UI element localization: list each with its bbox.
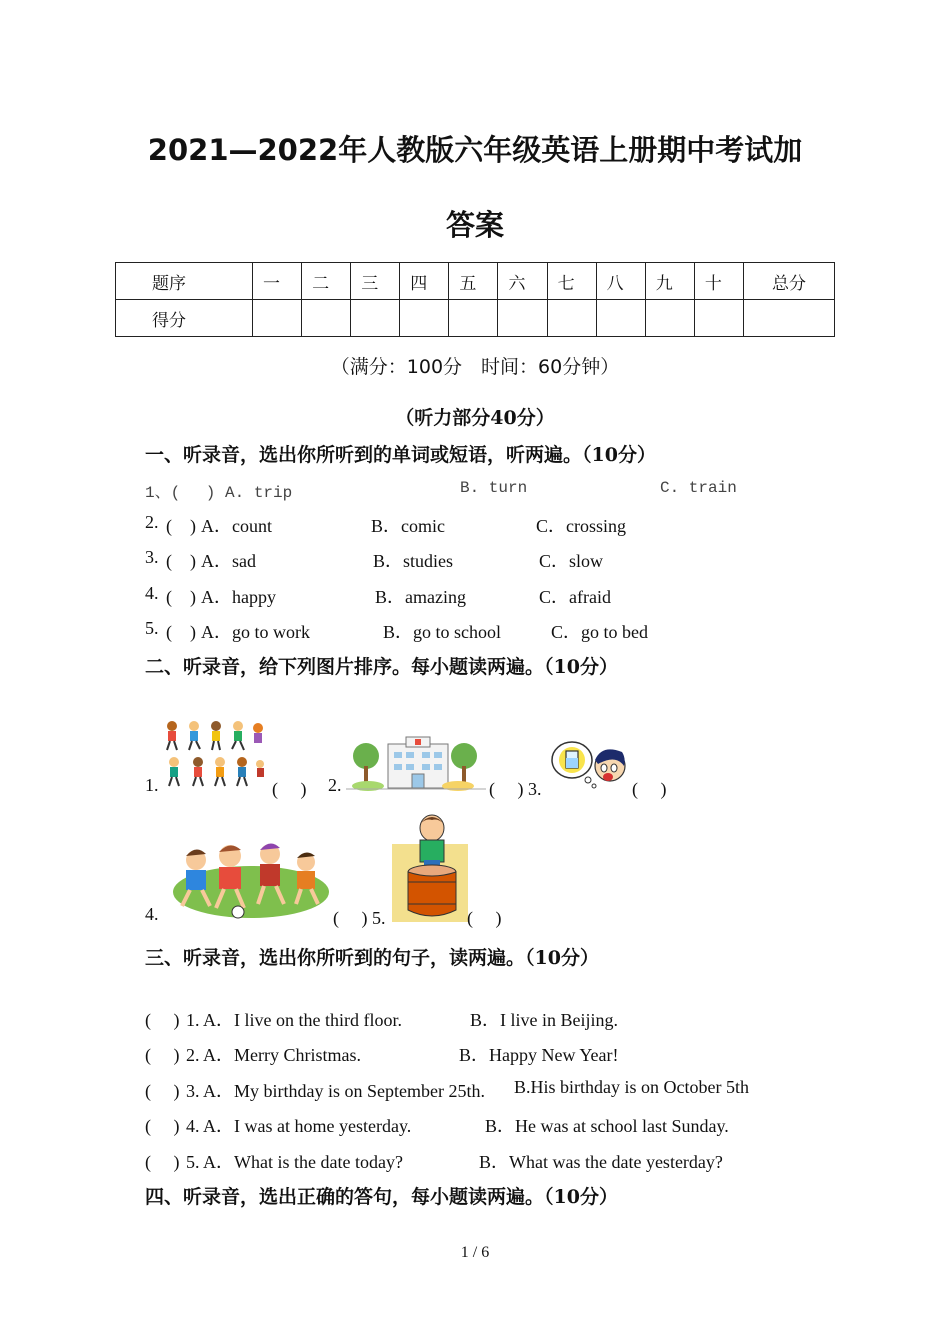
s1-q4-option-b: B．amazing xyxy=(375,587,466,607)
s1-q5-option-b: B．go to school xyxy=(383,622,502,642)
answer-blank[interactable]: ( ) xyxy=(145,1116,180,1136)
score-input-cell[interactable] xyxy=(400,300,449,337)
score-table-header-row xyxy=(116,263,835,300)
score-header-cell: 三 xyxy=(351,263,400,300)
score-header-cell: 十 xyxy=(694,263,743,300)
score-header-cell: 六 xyxy=(498,263,547,300)
score-header-cell: 一 xyxy=(253,263,302,300)
score-row-label: 得分 xyxy=(116,300,253,337)
s1-q4-number: 4. xyxy=(145,583,159,603)
answer-blank[interactable]: ( ) xyxy=(166,622,196,642)
answer-blank[interactable]: ( ) xyxy=(145,1152,180,1172)
s1-q5-option-a: A．go to work xyxy=(201,622,310,642)
score-table-score-row xyxy=(116,300,835,337)
page-number: 1 / 6 xyxy=(460,1244,490,1261)
s1-q4-option-c: C．afraid xyxy=(539,587,611,607)
s3-q3-option-b: B.His birthday is on October 5th xyxy=(514,1077,749,1097)
score-header-cell: 八 xyxy=(596,263,645,300)
answer-blank[interactable]: ( ) xyxy=(145,1081,180,1101)
thirsty-boy-icon xyxy=(550,738,628,790)
score-input-cell[interactable] xyxy=(645,300,694,337)
score-header-cell: 五 xyxy=(449,263,498,300)
page-title-line-2: 答案 xyxy=(445,208,504,242)
s3-q2-option-a: 2. A．Merry Christmas. xyxy=(186,1045,361,1065)
kids-dancing-icon xyxy=(162,718,268,790)
s1-q3-option-b: B．studies xyxy=(373,551,454,571)
s1-q3-option-a: A．sad xyxy=(201,551,256,571)
score-header-cell: 九 xyxy=(645,263,694,300)
s1-q1-option-b: B. turn xyxy=(460,479,528,497)
s3-q1-option-a: 1. A．I live on the third floor. xyxy=(186,1010,402,1030)
s2-picture-2-number: 2. xyxy=(328,775,342,795)
answer-blank[interactable]: ( ) xyxy=(166,551,196,571)
score-input-cell[interactable] xyxy=(547,300,596,337)
s3-q1-option-b: B．I live in Beijing. xyxy=(470,1010,618,1030)
s3-q5-option-b: B．What was the date yesterday? xyxy=(479,1152,723,1172)
score-header-cell: 题序 xyxy=(116,263,253,300)
score-input-cell[interactable] xyxy=(302,300,351,337)
section-4-heading: 四、听录音，选出正确的答句，每小题读两遍。（10分） xyxy=(145,1186,618,1208)
section-1-heading: 一、听录音，选出你所听到的单词或短语，听两遍。（10分） xyxy=(145,444,656,466)
s3-q2-option-b: B．Happy New Year! xyxy=(459,1045,619,1065)
s3-q3-option-a: 3. A．My birthday is on September 25th. xyxy=(186,1081,485,1101)
s1-q2-number: 2. xyxy=(145,512,159,532)
score-header-cell: 总分 xyxy=(744,263,835,300)
s3-q4-option-b: B．He was at school last Sunday. xyxy=(485,1116,729,1136)
s1-q2-option-a: A．count xyxy=(201,516,272,536)
kids-running-icon xyxy=(172,832,330,920)
answer-blank[interactable]: ( ) 5. xyxy=(333,908,386,928)
s1-q1-option-c: C. train xyxy=(660,479,737,497)
s1-q3-option-c: C．slow xyxy=(539,551,604,571)
s3-q5-option-a: 5. A．What is the date today? xyxy=(186,1152,403,1172)
s1-q2-option-c: C．crossing xyxy=(536,516,626,536)
score-table xyxy=(115,262,835,337)
s1-q4-option-a: A．happy xyxy=(201,587,276,607)
score-input-cell[interactable] xyxy=(351,300,400,337)
boy-on-drum-icon xyxy=(392,814,468,922)
answer-blank[interactable]: ( ) xyxy=(632,779,667,799)
score-input-cell[interactable] xyxy=(596,300,645,337)
exam-meta: （满分：100分 时间：60分钟） xyxy=(330,356,620,378)
score-input-cell[interactable] xyxy=(253,300,302,337)
score-header-cell: 四 xyxy=(400,263,449,300)
page-title-line-1: 2021—2022年人教版六年级英语上册期中考试加 xyxy=(147,133,803,167)
listening-header: （听力部分40分） xyxy=(395,407,555,429)
s3-q4-option-a: 4. A．I was at home yesterday. xyxy=(186,1116,412,1136)
s1-q3-number: 3. xyxy=(145,547,159,567)
answer-blank[interactable]: ( ) xyxy=(272,779,307,799)
answer-blank[interactable]: ( ) xyxy=(145,1010,180,1030)
s2-picture-1-number: 1. xyxy=(145,775,159,795)
s1-q5-number: 5. xyxy=(145,618,159,638)
score-input-cell[interactable] xyxy=(449,300,498,337)
section-2-heading: 二、听录音，给下列图片排序。每小题读两遍。（10分） xyxy=(145,656,618,678)
score-input-cell[interactable] xyxy=(694,300,743,337)
score-header-cell: 二 xyxy=(302,263,351,300)
answer-blank[interactable]: ( ) xyxy=(166,587,196,607)
answer-blank[interactable]: ( ) 3. xyxy=(489,779,542,799)
answer-blank[interactable]: ( ) xyxy=(166,516,196,536)
section-3-heading: 三、听录音，选出你所听到的句子，读两遍。（10分） xyxy=(145,947,599,969)
s1-q5-option-c: C．go to bed xyxy=(551,622,648,642)
answer-blank[interactable]: ( ) xyxy=(145,1045,180,1065)
s1-q1-option-a: 1、( ) A. trip xyxy=(145,484,293,502)
score-input-cell[interactable] xyxy=(498,300,547,337)
s1-q2-option-b: B．comic xyxy=(371,516,445,536)
s2-picture-4-number: 4. xyxy=(145,904,159,924)
answer-blank[interactable]: ( ) xyxy=(467,908,502,928)
score-header-cell: 七 xyxy=(547,263,596,300)
score-input-cell[interactable] xyxy=(744,300,835,337)
hospital-icon xyxy=(346,734,486,792)
